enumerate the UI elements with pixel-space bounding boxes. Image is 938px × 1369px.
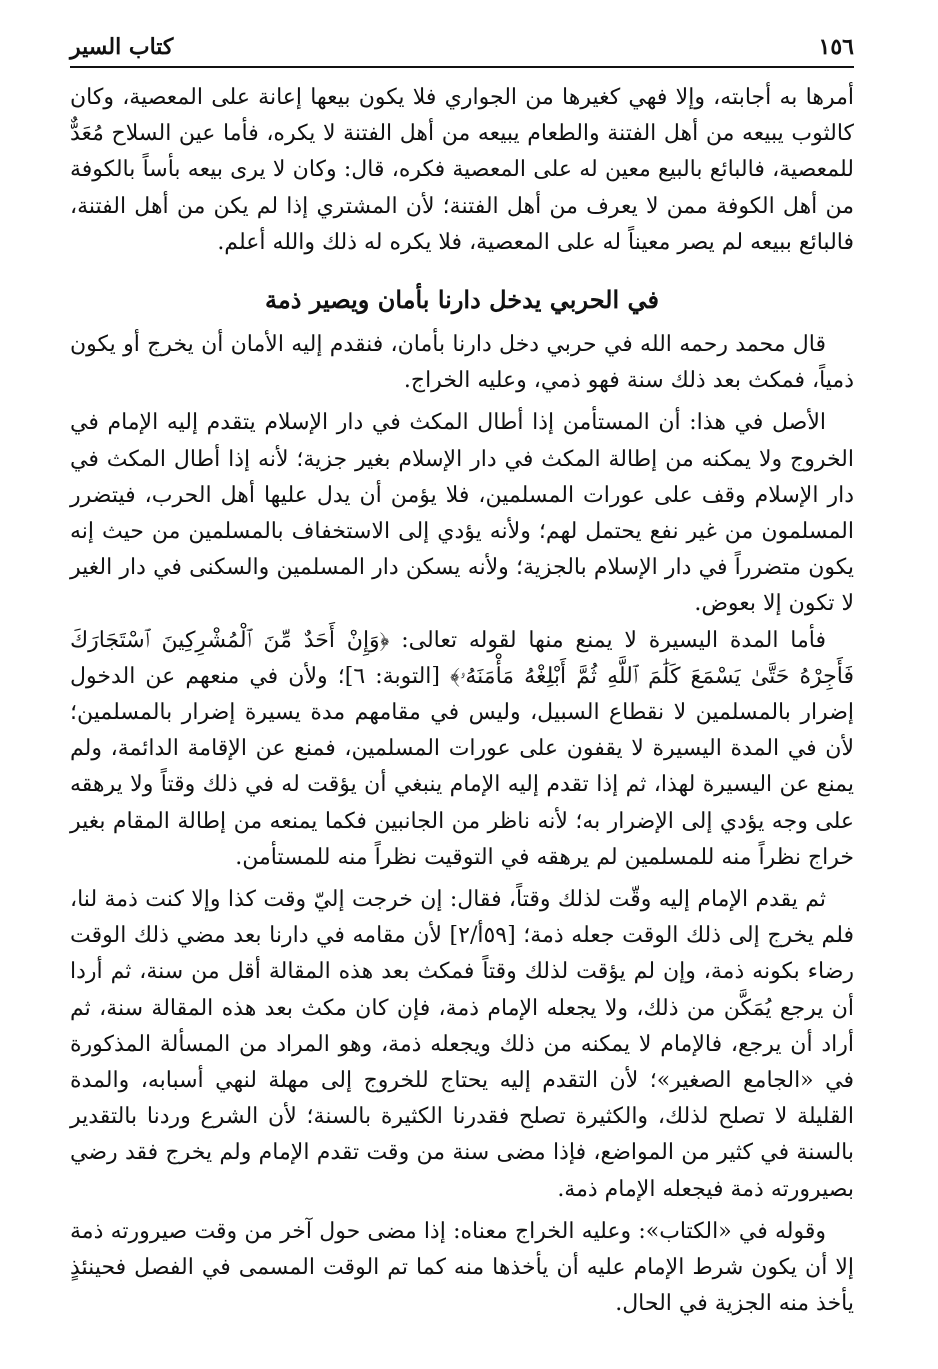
section-heading: في الحربي يدخل دارنا بأمان ويصير ذمة — [265, 285, 659, 315]
paragraph-2: قال محمد رحمه الله في حربي دخل دارنا بأمان، فنقدم إليه الأمان أن يخرج أو يكون ذمياً، فمكث بعد ذلك سنة فهو ذمي، وعليه الخراج. — [70, 332, 854, 394]
paragraph-5: ثم يقدم الإمام إليه وقّت لذلك وقتاً، فقال: إن خرجت إليّ وقت كذا وإلا كنت ذمة لنا، فلم يخرج إلى ذلك الوقت جعله ذمة؛ [٥٩أ/٢] لأن مقامه في دارنا بعد مضي ذلك الوقت رضاء بكونه ذمة، وإن لم يؤقت لذلك وقتاً فمكث بعد هذه المقالة أقل من سنة، ثم أردا أن يرجع يُمَكَّن من ذلك، ولا يجعله الإمام ذمة، فإن كان مكث بعد هذه المقالة سنة، ثم أراد أن يرجع، فالإمام لا يمكنه من ذلك ويجعله ذمة، وهو المراد من المسألة المذكورة في «الجامع الصغير»؛ لأن التقدم إليه يحتاج للخروج إلى مهلة لنهي أسبابه، والمدة القليلة لا تصلح لذلك، والكثيرة تصلح فقدرنا الكثيرة بالسنة؛ لأن الشرع وردنا بالتقدير بالسنة في كثير من المواضع، فإذا مضى سنة من وقت تقدم الإمام ولم يخرج فقد رضي بصيرورته ذمة فيجعله الإمام ذمة. — [70, 887, 854, 1202]
paragraph-4: فأما المدة اليسيرة لا يمنع منها لقوله تعالى: ﴿وَإِنْ أَحَدٌ مِّنَ ٱلْمُشْرِكِينَ ٱسْتَجَارَكَ فَأَجِرْهُ حَتَّىٰ يَسْمَعَ كَلَٰمَ ٱللَّهِ ثُمَّ أَبْلِغْهُ مَأْمَنَهُۥ﴾ [التوبة: ٦]؛ ولأن في منعهم عن الدخول إضرار بالمسلمين لا نقطاع السبيل، وليس في مقامهم مدة يسيرة إضرار بالمسلمين؛ لأن في المدة اليسيرة لا يقفون على عورات المسلمين، فمنع عن الإقامة الدائمة، ولم يمنع عن اليسيرة لهذا، ثم إذا تقدم إليه الإمام ينبغي أن يؤقت له في ذلك وقتاً ولا يرهقه على وجه يؤدي إلى الإضرار به؛ لأنه ناظر من الجانبين فكما يمنعه من إطالة المقام بغير خراج نظراً منه للمسلمين لم يرهقه في التوقيت نظراً منه للمستأمن. — [70, 627, 855, 870]
paragraph-1: أمرها به أجابته، وإلا فهي كغيرها من الجواري فلا يكون بيعها إعانة على المعصية، وكان كالثوب يبيعه من أهل الفتنة والطعام يبيعه من أهل الفتنة لا يكره، فأما عين السلاح مُعَدٌّ للمعصية، فالبائع بالبيع معين له على المعصية فكره، قال: وكان لا يرى بيعه بأساً بالكوفة من أهل الكوفة ممن لا يعرف من أهل الفتنة؛ لأن المشتري إذا لم يكن من أهل الفتنة، فالبائع ببيعه لم يصر معيناً له على المعصية، فلا يكره له ذلك والله أعلم. — [70, 85, 854, 255]
running-header — [70, 28, 854, 68]
page-number: ١٥٦ — [818, 34, 854, 60]
paragraph-3: الأصل في هذا: أن المستأمن إذا أطال المكث في دار الإسلام يتقدم إليه الإمام في الخروج ولا يمكنه من إطالة المكث في دار الإسلام بغير جزية؛ لأنه إذا أطال المكث في دار الإسلام وقف على عورات المسلمين، فلا يؤمن أن يدل عليها أهل الحرب، فيتضرر المسلمون من غير نفع يحتمل لهم؛ ولأنه يؤدي إلى الاستخفاف بالمسلمين من حيث إنه يكون متضرراً في دار الإسلام بالجزية؛ ولأنه يسكن دار المسلمين والسكنى في دار الغير لا تكون إلا بعوض. — [70, 410, 854, 617]
paragraph-6: وقوله في «الكتاب»: وعليه الخراج معناه: إذا مضى حول آخر من وقت صيرورته ذمة إلا أن يكون شرط الإمام عليه أن يأخذها منه كما تم الوقت المسمى في الفصل فحينئذٍ يأخذ منه الجزية في الحال. — [70, 1218, 854, 1317]
book-title: كتاب السير — [70, 34, 174, 60]
